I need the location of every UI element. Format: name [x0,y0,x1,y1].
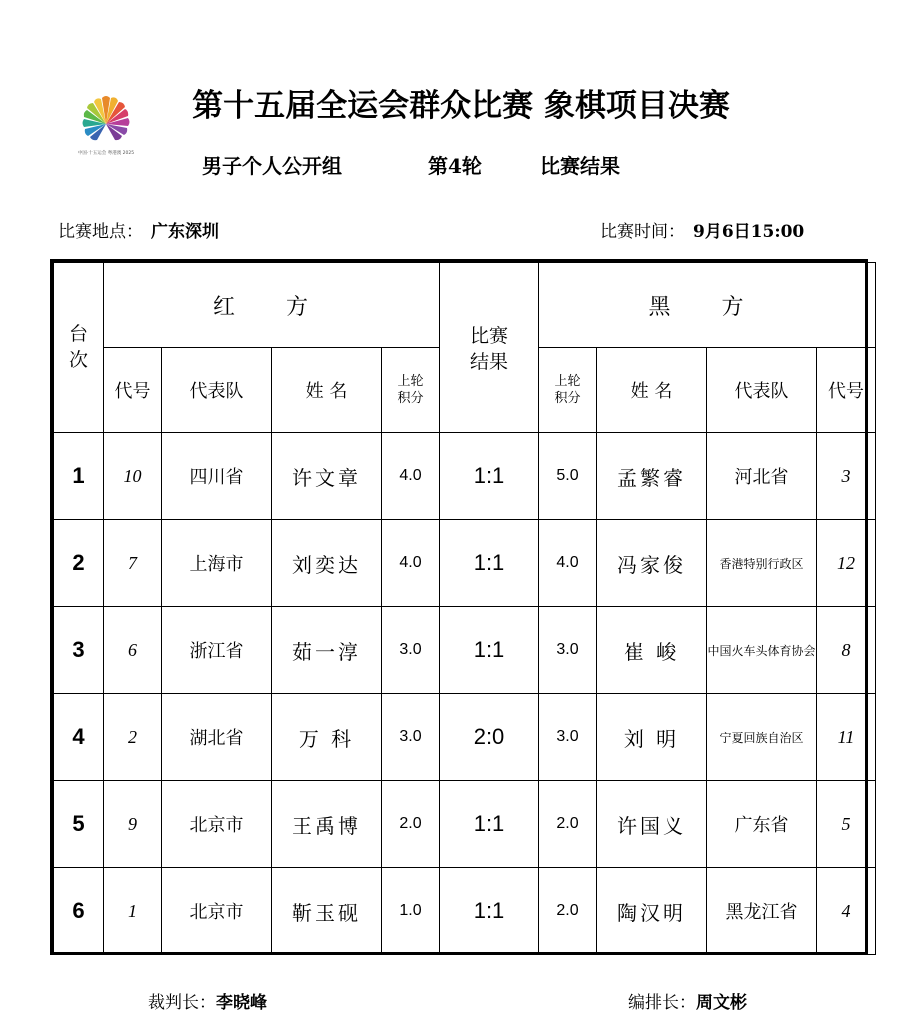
black-code: 5 [817,781,876,868]
red-team: 四川省 [162,433,272,520]
referee-label: 裁判长： [148,993,216,1013]
result-title: 比赛结果 [540,154,620,178]
table-row [54,868,876,955]
match-result: 1:1 [440,433,539,520]
red-code: 9 [104,781,162,868]
red-prev-score: 1.0 [382,868,440,955]
venue-label: 比赛地点： [58,222,143,242]
time-value: 9月6日15:00 [693,222,805,242]
referee-value: 李晓峰 [216,993,267,1013]
red-code-header: 代号 [104,348,162,433]
black-team: 香港特别行政区 [707,520,817,607]
black-team: 中国火车头体育协会 [707,607,817,694]
black-team: 宁夏回族自治区 [707,694,817,781]
page-title: 第十五届全运会群众比赛 象棋项目决赛 [192,88,730,124]
red-code: 10 [104,433,162,520]
black-player-name: 崔 峻 [597,607,707,694]
table-row [54,607,876,694]
match-result: 1:1 [440,868,539,955]
result-header [440,263,539,433]
match-result: 1:1 [440,607,539,694]
logo-caption: 中国·十五运会 粤港澳 2025 [77,151,135,156]
red-prev-score: 4.0 [382,433,440,520]
black-prev-score: 3.0 [539,607,597,694]
red-team-header: 代表队 [162,348,272,433]
board-number: 5 [54,781,104,868]
red-player-name: 许文章 [272,433,382,520]
board-number: 2 [54,520,104,607]
red-prev-score: 2.0 [382,781,440,868]
venue-value: 广东深圳 [151,222,219,242]
black-prev-score: 2.0 [539,781,597,868]
match-result: 1:1 [440,781,539,868]
round-label: 第4轮 [428,154,482,178]
venue-info [58,217,219,242]
black-player-name: 冯家俊 [597,520,707,607]
red-player-name: 靳玉砚 [272,868,382,955]
referee-info [148,988,267,1013]
red-code: 7 [104,520,162,607]
black-code: 3 [817,433,876,520]
black-code: 12 [817,520,876,607]
black-code-header: 代号 [817,348,876,433]
black-prev-score-header [539,348,597,433]
board-number: 1 [54,433,104,520]
black-team: 河北省 [707,433,817,520]
table-row [54,433,876,520]
black-side-header: 黑 方 [539,263,876,348]
board-header-text: 台次 [68,323,88,371]
red-name-header: 姓 名 [272,348,382,433]
arranger-value: 周文彬 [696,993,747,1013]
board-number: 6 [54,868,104,955]
black-player-name: 刘 明 [597,694,707,781]
red-prev-score-header [382,348,440,433]
results-table [50,259,868,955]
red-team: 北京市 [162,868,272,955]
black-code: 8 [817,607,876,694]
red-player-name: 刘奕达 [272,520,382,607]
black-team: 黑龙江省 [707,868,817,955]
black-prev-score: 3.0 [539,694,597,781]
black-prev-score-text: 上轮积分 [554,374,581,406]
red-prev-score: 4.0 [382,520,440,607]
red-team: 北京市 [162,781,272,868]
red-prev-score: 3.0 [382,607,440,694]
red-prev-score-text: 上轮积分 [397,374,424,406]
time-info [600,217,804,242]
black-player-name: 陶汉明 [597,868,707,955]
red-team: 浙江省 [162,607,272,694]
black-player-name: 许国义 [597,781,707,868]
red-player-name: 王禹博 [272,781,382,868]
black-code: 4 [817,868,876,955]
time-label: 比赛时间： [600,222,685,242]
black-code: 11 [817,694,876,781]
red-team: 湖北省 [162,694,272,781]
arranger-label: 编排长： [628,993,696,1013]
red-code: 6 [104,607,162,694]
red-team: 上海市 [162,520,272,607]
board-number: 3 [54,607,104,694]
red-player-name: 万 科 [272,694,382,781]
black-name-header: 姓 名 [597,348,707,433]
board-header [54,263,104,433]
match-result: 2:0 [440,694,539,781]
table-row [54,694,876,781]
group-label: 男子个人公开组 [202,154,342,178]
red-prev-score: 3.0 [382,694,440,781]
black-prev-score: 4.0 [539,520,597,607]
result-header-text: 比赛结果 [469,325,508,373]
red-code: 1 [104,868,162,955]
red-player-name: 茹一淳 [272,607,382,694]
match-result: 1:1 [440,520,539,607]
black-player-name: 孟繁睿 [597,433,707,520]
black-prev-score: 5.0 [539,433,597,520]
black-team: 广东省 [707,781,817,868]
red-side-header: 红 方 [104,263,440,348]
red-code: 2 [104,694,162,781]
table-row [54,520,876,607]
table-row [54,781,876,868]
black-team-header: 代表队 [707,348,817,433]
board-number: 4 [54,694,104,781]
black-prev-score: 2.0 [539,868,597,955]
arranger-info [628,988,747,1013]
